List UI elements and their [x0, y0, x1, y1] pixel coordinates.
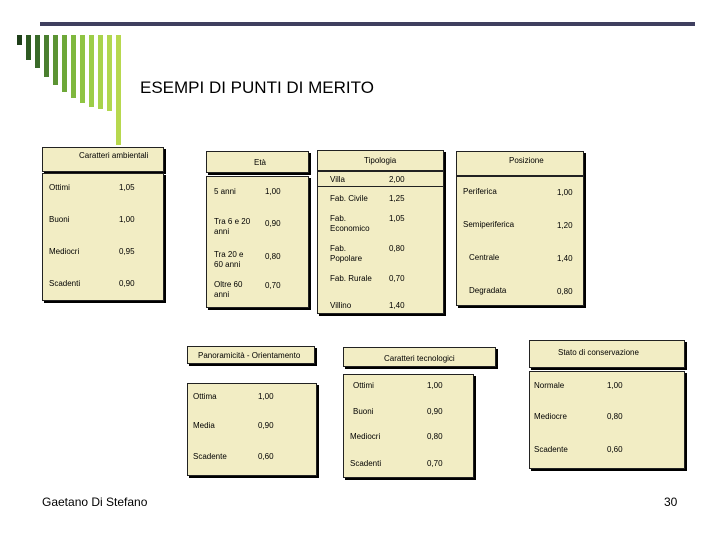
eta-table	[206, 176, 309, 308]
table-row-label: Ottimi	[49, 183, 70, 192]
table-row-value: 1,40	[389, 301, 405, 310]
table-row-label: Scadente	[534, 445, 568, 454]
table-row-label: Buoni	[353, 407, 374, 416]
posizione-header-box	[456, 151, 584, 176]
tipologia-table	[317, 171, 444, 314]
table-row-value: 2,00	[389, 175, 405, 184]
table-row-value: 0,80	[557, 287, 573, 296]
table-row-label: Mediocri	[350, 432, 381, 441]
eta-header: Età	[254, 158, 267, 167]
table-row-label: Normale	[534, 381, 565, 390]
panoramicita-table	[187, 383, 317, 476]
row-divider	[318, 186, 443, 187]
table-row-value: 1,00	[427, 381, 443, 390]
table-row-value: 1,05	[389, 214, 405, 223]
table-row-value: 0,60	[258, 452, 274, 461]
table-row-value: 0,90	[427, 407, 443, 416]
page-number: 30	[664, 495, 678, 509]
table-row-value: 1,00	[265, 187, 281, 196]
table-row-label: Tra 6 e 20 anni	[214, 217, 251, 236]
table-row-label: Tra 20 e 60 anni	[214, 250, 244, 269]
table-row-label: Scadente	[193, 452, 227, 461]
table-row-label: Fab. Civile	[330, 194, 368, 203]
table-row-value: 0,90	[265, 219, 281, 228]
tipologia-header-box	[317, 150, 444, 171]
table-row-value: 1,00	[119, 215, 135, 224]
panoramicita-header: Panoramicità - Orientamento	[198, 351, 301, 360]
table-row-value: 0,90	[119, 279, 135, 288]
panoramicita-header-box	[187, 346, 315, 364]
table-row-label: Ottimi	[353, 381, 374, 390]
footer-author: Gaetano Di Stefano	[42, 495, 148, 509]
stato-conservazione-header-box	[529, 340, 685, 368]
table-row-label: Mediocre	[534, 412, 567, 421]
tipologia-header: Tipologia	[364, 156, 397, 165]
table-row-value: 0,80	[389, 244, 405, 253]
caratteri-tecnologici-table	[343, 374, 474, 478]
table-row-label: Periferica	[463, 187, 497, 196]
table-row-value: 0,70	[427, 459, 443, 468]
table-row-value: 0,60	[607, 445, 623, 454]
stato-conservazione-header: Stato di conservazione	[558, 348, 639, 357]
caratteri-ambientali-table	[42, 173, 164, 301]
table-row-label: Degradata	[469, 286, 507, 295]
table-row-label: Villino	[330, 301, 352, 310]
table-row-value: 1,20	[557, 221, 573, 230]
table-row-label: 5 anni	[214, 187, 236, 196]
table-row-label: Mediocri	[49, 247, 80, 256]
table-row-label: Ottima	[193, 392, 217, 401]
table-row-label: Scadenti	[350, 459, 382, 468]
table-row-label: Centrale	[469, 253, 500, 262]
table-row-value: 1,25	[389, 194, 405, 203]
table-row-label: Media	[193, 421, 215, 430]
table-row-value: 0,70	[389, 274, 405, 283]
posizione-header: Posizione	[509, 156, 544, 165]
table-row-label: Buoni	[49, 215, 70, 224]
table-row-value: 0,80	[265, 252, 281, 261]
table-row-label: Scadenti	[49, 279, 81, 288]
eta-header-box	[206, 151, 309, 173]
top-rule	[40, 22, 695, 26]
table-row-value: 1,00	[557, 188, 573, 197]
table-row-value: 1,40	[557, 254, 573, 263]
table-row-value: 1,00	[607, 381, 623, 390]
table-row-label: Fab. Rurale	[330, 274, 372, 283]
table-row-value: 0,80	[607, 412, 623, 421]
caratteri-ambientali-header: Caratteri ambientali	[79, 151, 149, 160]
caratteri-tecnologici-header-box	[343, 347, 496, 367]
table-row-label: Fab. Economico	[330, 214, 370, 233]
caratteri-ambientali-header-box	[42, 147, 164, 172]
table-row-label: Fab. Popolare	[330, 244, 363, 263]
table-row-value: 0,80	[427, 432, 443, 441]
table-row-value: 0,95	[119, 247, 135, 256]
table-row-value: 0,90	[258, 421, 274, 430]
slide-title: ESEMPI DI PUNTI DI MERITO	[140, 78, 374, 97]
table-row-value: 1,00	[258, 392, 274, 401]
caratteri-tecnologici-header: Caratteri tecnologici	[384, 354, 455, 363]
table-row-value: 0,70	[265, 281, 281, 290]
table-row-label: Villa	[330, 175, 345, 184]
posizione-table	[456, 176, 584, 306]
table-row-label: Semiperiferica	[463, 220, 515, 229]
table-row-label: Oltre 60 anni	[214, 280, 243, 299]
table-row-value: 1,05	[119, 183, 135, 192]
stato-conservazione-table	[529, 371, 685, 469]
